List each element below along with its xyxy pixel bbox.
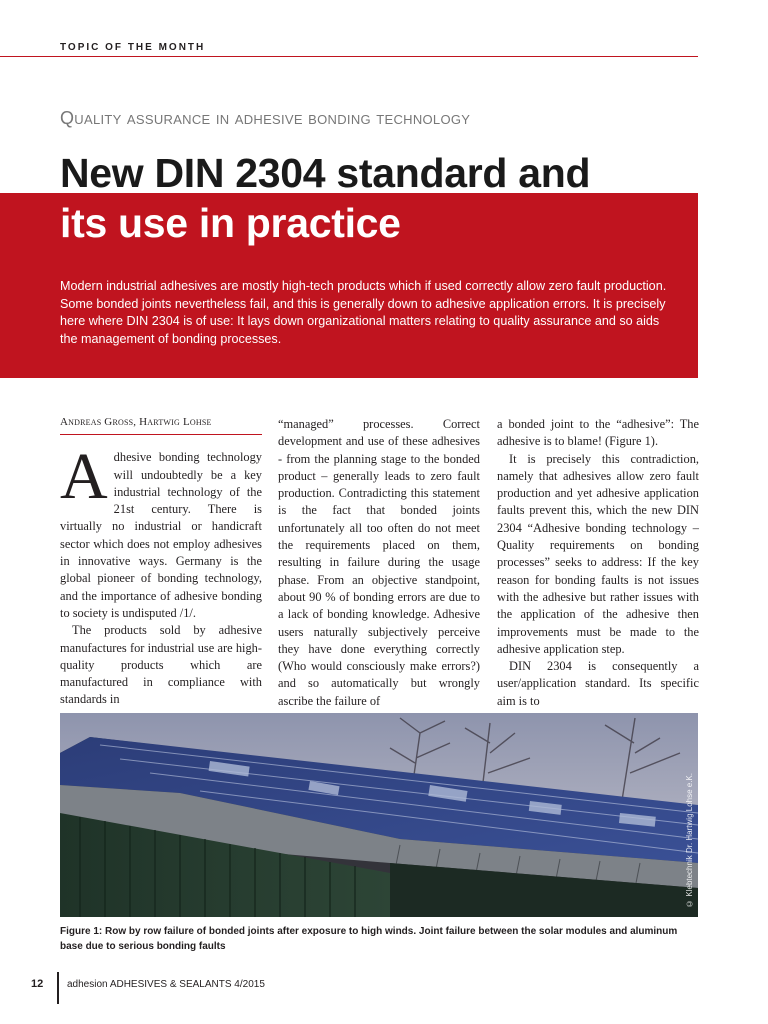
photo-credit: © Klebtechnik Dr. Hartwig Lohse e.K. [685, 773, 694, 908]
article-authors: Andreas Gross, Hartwig Lohse [60, 414, 262, 435]
body-column-2 [278, 416, 480, 710]
body-paragraph: DIN 2304 is consequently a user/application standard. Its specific aim is to [497, 659, 699, 708]
body-column-3 [497, 416, 699, 710]
page-number: 12 [31, 978, 44, 990]
figure-photo [60, 713, 698, 917]
article-kicker: Quality assurance in adhesive bonding technology [60, 108, 471, 128]
body-paragraph: a bonded joint to the “adhesive”: The adhesive is to blame! (Figure 1). [497, 417, 699, 449]
body-column-1 [60, 414, 262, 709]
body-paragraph: It is precisely this contradiction, namely that adhesives allow zero fault production and yet adhesive application faults prevent this, which the new DIN 2304 “Adhesive bonding technology – Quality requirements on bonding processes” seeks to address: If the key reason for bonding faults is not issues with the adhesive but rather issues with the application of the adhesive then improvements must be made to the adhesive application step. [497, 451, 699, 656]
section-label: TOPIC OF THE MONTH [60, 42, 206, 53]
article-lead: Modern industrial adhesives are mostly high-tech products which if used correctly allow zero fault production. Some bonded joints nevertheless fail, and this is generally down to adhesive application errors. It is precisely here where DIN 2304 is of use: It lays down organizational matters relating to quality assurance and so aids the management of bonding processes. [60, 279, 667, 346]
body-paragraph [60, 440, 262, 622]
journal-name: adhesion ADHESIVES & SEALANTS 4/2015 [67, 979, 265, 990]
footer-divider [57, 972, 59, 1004]
body-paragraph: The products sold by adhesive manufactures for industrial use are high-quality products which are manufactured in compliance with standards in [60, 623, 262, 707]
article-title-line-1: New DIN 2304 standard and [60, 150, 591, 196]
article-title-line-2: its use in practice [60, 200, 401, 246]
figure-caption: Figure 1: Row by row failure of bonded joints after exposure to high winds. Joint failure between the solar modules and aluminum base due to serious bonding faults [60, 926, 678, 952]
drop-cap: A [60, 440, 108, 514]
paragraph-text: dhesive bonding technology will undoubtedly be a key industrial technology of the 21st century. There is virtually no industrial or handicraft sector which does not employ adhesives in innovative ways. Germany is the global pioneer of bonding technology, and the importance of adhesive bonding to society is undisputed /1/. [60, 450, 262, 620]
section-rule [0, 56, 698, 57]
solar-roof-photo [60, 713, 698, 917]
body-paragraph: “managed” processes. Correct development and use of these adhesives - from the planning stage to the bonded product – generally leads to zero fault production. Contradicting this statement is the fact that bonded joints unfortunately all too often do not meet the requirements placed on them, resulting in failure during the usage phase. From an objective standpoint, about 90 % of bonding errors are due to a lack of bonding knowledge. Adhesive users naturally subjectively perceive they have done everything correctly (Who would consciously make errors?) and so automatically but wrongly ascribe the failure of [278, 417, 480, 708]
